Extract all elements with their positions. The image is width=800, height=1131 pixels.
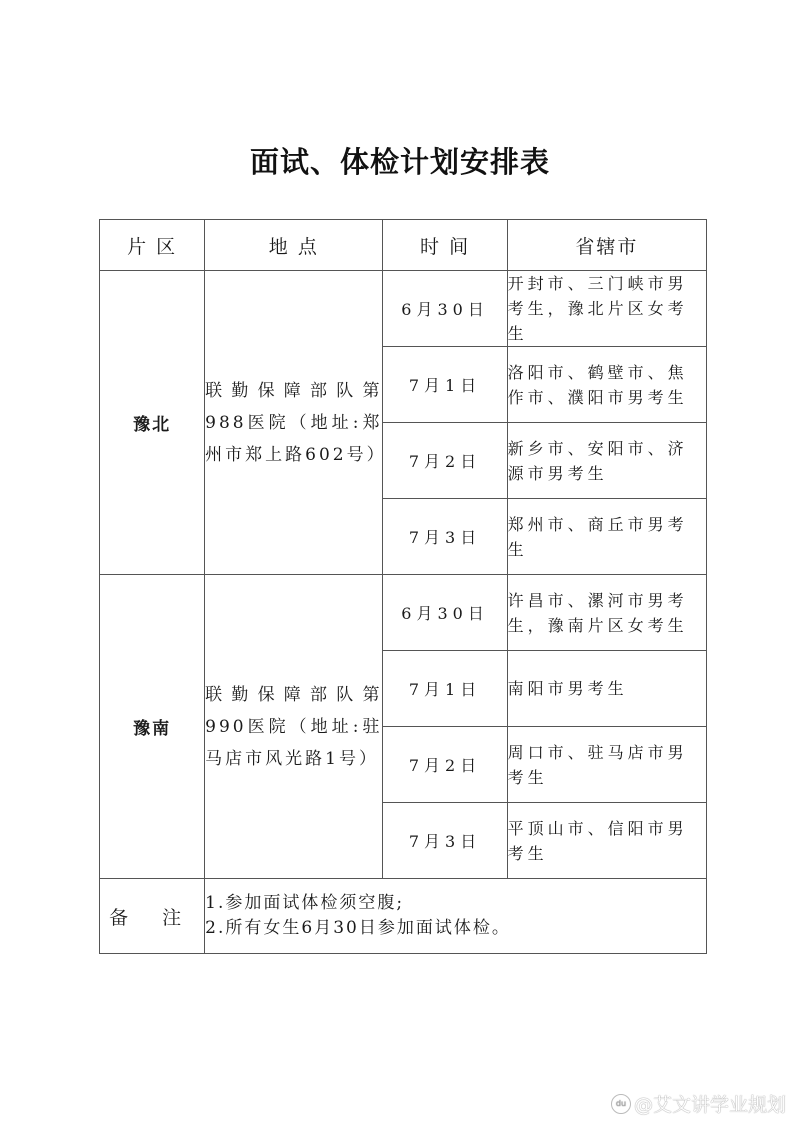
date-cell: 7月3日	[383, 499, 507, 575]
header-location: 地 点	[205, 220, 383, 271]
date-cell: 7月2日	[383, 423, 507, 499]
table-row	[100, 575, 707, 651]
cities-cell: 南阳市男考生	[507, 651, 706, 727]
note-item: 1.参加面试体检须空腹;	[205, 893, 405, 913]
notes-label: 备 注	[100, 879, 205, 954]
region-cell: 豫北	[100, 271, 205, 575]
cities-cell: 洛阳市、鹤壁市、焦作市、濮阳市男考生	[507, 347, 706, 423]
date-cell: 6月30日	[383, 271, 507, 347]
date-cell: 6月30日	[383, 575, 507, 651]
header-date: 时 间	[383, 220, 507, 271]
notes-content	[205, 879, 707, 954]
date-cell: 7月1日	[383, 347, 507, 423]
note-item: 2.所有女生6月30日参加面试体检。	[205, 918, 511, 938]
date-cell: 7月1日	[383, 651, 507, 727]
date-cell: 7月2日	[383, 727, 507, 803]
cities-cell: 周口市、驻马店市男考生	[507, 727, 706, 803]
header-region: 片 区	[100, 220, 205, 271]
header-cities: 省辖市	[507, 220, 706, 271]
document-title: 面试、体检计划安排表	[249, 145, 550, 179]
cities-cell: 开封市、三门峡市男考生，豫北片区女考生	[507, 271, 706, 347]
watermark	[611, 1090, 786, 1117]
notes-row	[100, 879, 707, 954]
date-cell: 7月3日	[383, 803, 507, 879]
baidu-paw-icon: du	[611, 1094, 631, 1114]
location-cell: 联勤保障部队第988医院（地址:郑州市郑上路602号）	[205, 271, 383, 575]
table-header-row	[100, 220, 707, 271]
table-row	[100, 271, 707, 347]
location-cell: 联勤保障部队第990医院（地址:驻马店市风光路1号）	[205, 575, 383, 879]
schedule-table	[99, 219, 707, 954]
cities-cell: 郑州市、商丘市男考生	[507, 499, 706, 575]
cities-cell: 平顶山市、信阳市男考生	[507, 803, 706, 879]
region-cell: 豫南	[100, 575, 205, 879]
cities-cell: 新乡市、安阳市、济源市男考生	[507, 423, 706, 499]
cities-cell: 许昌市、漯河市男考生，豫南片区女考生	[507, 575, 706, 651]
watermark-text: @艾文讲学业规划	[633, 1094, 786, 1116]
